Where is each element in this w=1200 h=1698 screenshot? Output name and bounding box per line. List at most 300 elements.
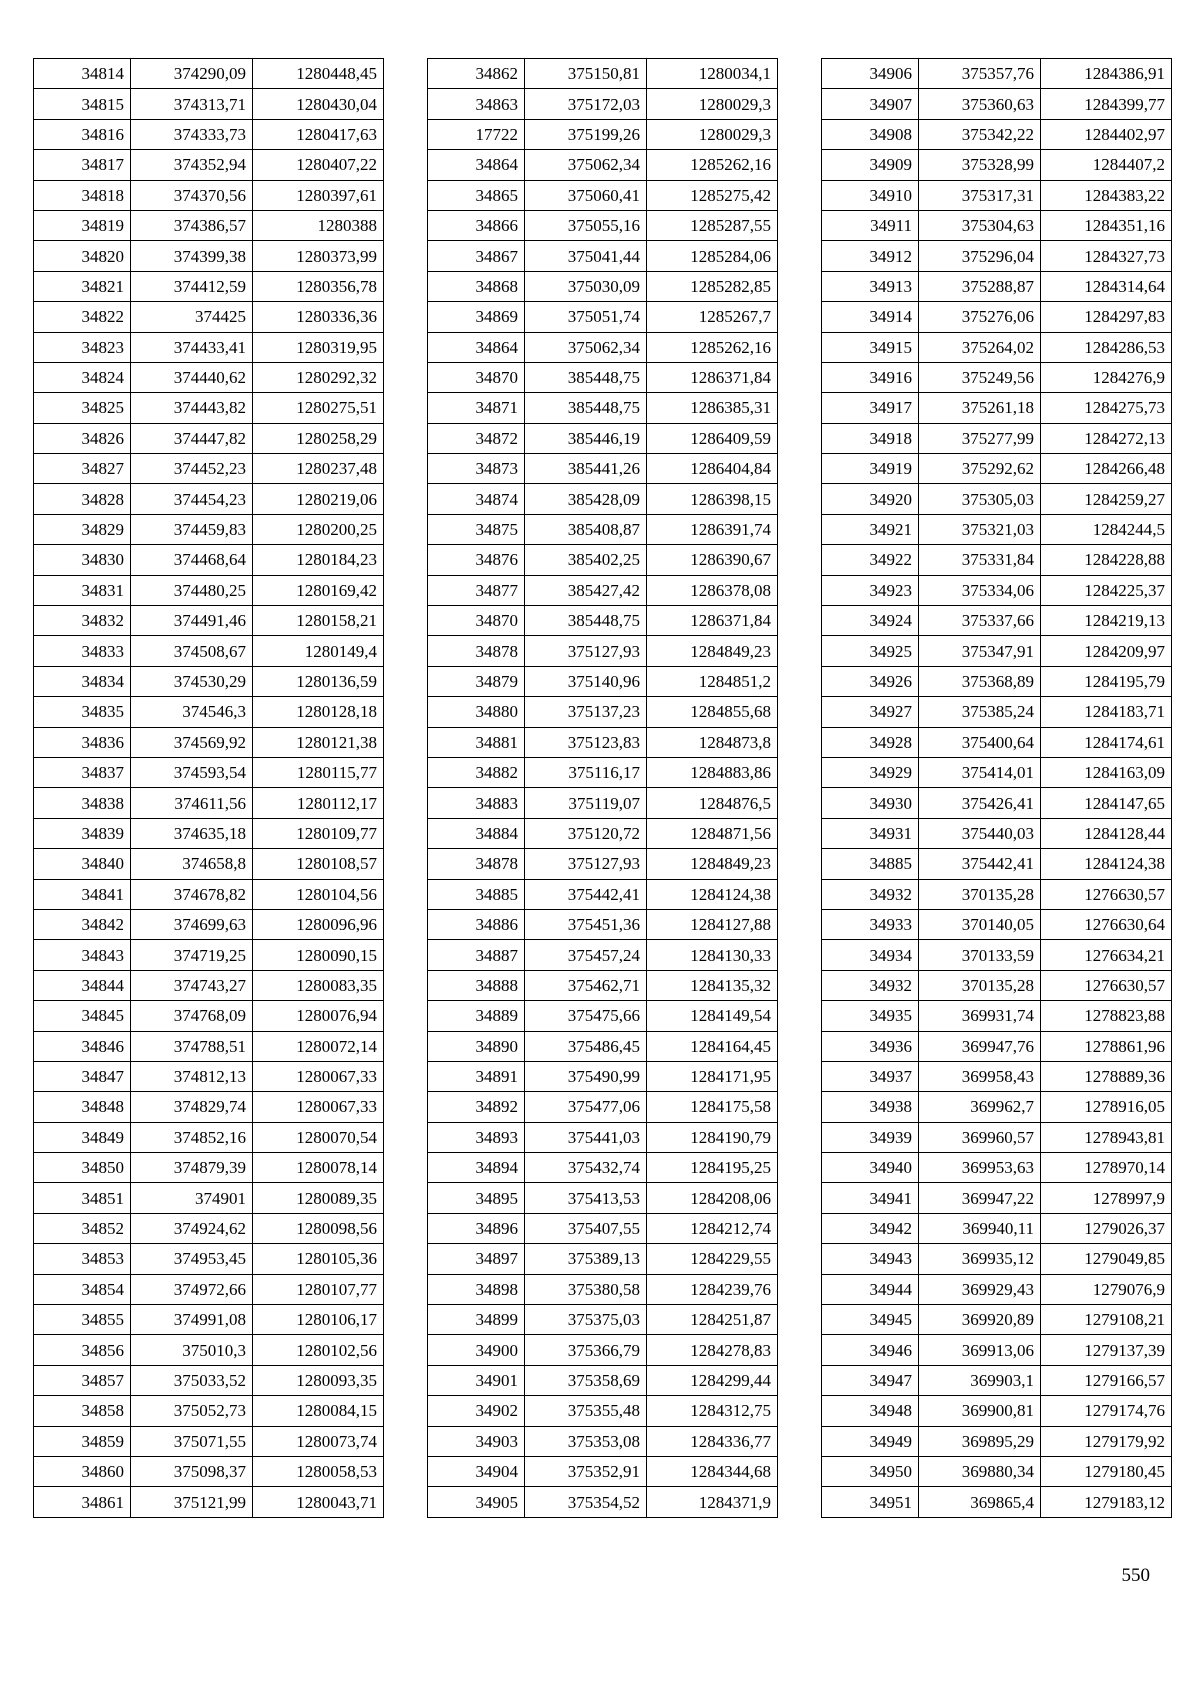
table-row	[822, 788, 1172, 818]
y-coordinate-cell: 1280073,74	[253, 1426, 384, 1456]
y-coordinate-cell: 1284883,86	[647, 757, 778, 787]
point-number-cell: 34856	[34, 1335, 131, 1365]
x-coordinate-cell: 375375,03	[525, 1305, 647, 1335]
y-coordinate-cell: 1286404,84	[647, 454, 778, 484]
x-coordinate-cell: 369947,22	[919, 1183, 1041, 1213]
point-number-cell: 34883	[428, 788, 525, 818]
table-row	[822, 970, 1172, 1000]
y-coordinate-cell: 1284871,56	[647, 818, 778, 848]
y-coordinate-cell: 1286371,84	[647, 606, 778, 636]
table-row	[428, 180, 778, 210]
x-coordinate-cell: 375041,44	[525, 241, 647, 271]
point-number-cell: 34871	[428, 393, 525, 423]
point-number-cell: 34929	[822, 757, 919, 787]
table-row	[428, 1183, 778, 1213]
y-coordinate-cell: 1279180,45	[1041, 1456, 1172, 1486]
table-row	[428, 1061, 778, 1091]
point-number-cell: 34845	[34, 1001, 131, 1031]
x-coordinate-cell: 375288,87	[919, 271, 1041, 301]
point-number-cell: 34816	[34, 119, 131, 149]
x-coordinate-cell: 374290,09	[131, 59, 253, 89]
table-row	[34, 180, 384, 210]
point-number-cell: 34946	[822, 1335, 919, 1365]
y-coordinate-cell: 1284855,68	[647, 697, 778, 727]
point-number-cell: 34862	[428, 59, 525, 89]
y-coordinate-cell: 1284251,87	[647, 1305, 778, 1335]
table-row	[822, 271, 1172, 301]
point-number-cell: 34886	[428, 909, 525, 939]
y-coordinate-cell: 1280067,33	[253, 1061, 384, 1091]
x-coordinate-cell: 375462,71	[525, 970, 647, 1000]
point-number-cell: 34881	[428, 727, 525, 757]
x-coordinate-cell: 375407,55	[525, 1213, 647, 1243]
point-number-cell: 34941	[822, 1183, 919, 1213]
y-coordinate-cell: 1280067,33	[253, 1092, 384, 1122]
x-coordinate-cell: 374611,56	[131, 788, 253, 818]
x-coordinate-cell: 374352,94	[131, 150, 253, 180]
point-number-cell: 34944	[822, 1274, 919, 1304]
y-coordinate-cell: 1279174,76	[1041, 1396, 1172, 1426]
point-number-cell: 34915	[822, 332, 919, 362]
y-coordinate-cell: 1284128,44	[1041, 818, 1172, 848]
x-coordinate-cell: 385446,19	[525, 423, 647, 453]
point-number-cell: 34926	[822, 666, 919, 696]
x-coordinate-cell: 375360,63	[919, 89, 1041, 119]
y-coordinate-cell: 1284299,44	[647, 1365, 778, 1395]
x-coordinate-cell: 374333,73	[131, 119, 253, 149]
y-coordinate-cell: 1284276,9	[1041, 362, 1172, 392]
point-number-cell: 34851	[34, 1183, 131, 1213]
point-number-cell: 34824	[34, 362, 131, 392]
table-row	[428, 59, 778, 89]
point-number-cell: 34928	[822, 727, 919, 757]
table-row	[822, 423, 1172, 453]
y-coordinate-cell: 1280090,15	[253, 940, 384, 970]
point-number-cell: 17722	[428, 119, 525, 149]
table-row	[428, 89, 778, 119]
y-coordinate-cell: 1280107,77	[253, 1274, 384, 1304]
table-row	[428, 1456, 778, 1486]
x-coordinate-cell: 375304,63	[919, 210, 1041, 240]
y-coordinate-cell: 1280104,56	[253, 879, 384, 909]
point-number-cell: 34840	[34, 849, 131, 879]
point-number-cell: 34943	[822, 1244, 919, 1274]
table-row	[428, 757, 778, 787]
table-row	[428, 940, 778, 970]
y-coordinate-cell: 1284183,71	[1041, 697, 1172, 727]
table-row	[428, 970, 778, 1000]
point-number-cell: 34951	[822, 1487, 919, 1517]
table-row	[822, 940, 1172, 970]
point-number-cell: 34938	[822, 1092, 919, 1122]
x-coordinate-cell: 375331,84	[919, 545, 1041, 575]
x-coordinate-cell: 374768,09	[131, 1001, 253, 1031]
table-row	[822, 1456, 1172, 1486]
y-coordinate-cell: 1284402,97	[1041, 119, 1172, 149]
point-number-cell: 34910	[822, 180, 919, 210]
table-row	[34, 362, 384, 392]
point-number-cell: 34849	[34, 1122, 131, 1152]
table-row	[822, 180, 1172, 210]
table-row	[822, 393, 1172, 423]
x-coordinate-cell: 375123,83	[525, 727, 647, 757]
x-coordinate-cell: 374468,64	[131, 545, 253, 575]
point-number-cell: 34932	[822, 879, 919, 909]
x-coordinate-cell: 375414,01	[919, 757, 1041, 787]
table-row	[822, 89, 1172, 119]
table-row	[428, 1335, 778, 1365]
y-coordinate-cell: 1280076,94	[253, 1001, 384, 1031]
y-coordinate-cell: 1280108,57	[253, 849, 384, 879]
x-coordinate-cell: 375366,79	[525, 1335, 647, 1365]
y-coordinate-cell: 1284873,8	[647, 727, 778, 757]
x-coordinate-cell: 375442,41	[919, 849, 1041, 879]
y-coordinate-cell: 1286378,08	[647, 575, 778, 605]
table-row	[34, 119, 384, 149]
point-number-cell: 34850	[34, 1153, 131, 1183]
y-coordinate-cell: 1279179,92	[1041, 1426, 1172, 1456]
x-coordinate-cell: 375030,09	[525, 271, 647, 301]
point-number-cell: 34913	[822, 271, 919, 301]
point-number-cell: 34908	[822, 119, 919, 149]
x-coordinate-cell: 385448,75	[525, 393, 647, 423]
y-coordinate-cell: 1280121,38	[253, 727, 384, 757]
y-coordinate-cell: 1284225,37	[1041, 575, 1172, 605]
point-number-cell: 34836	[34, 727, 131, 757]
x-coordinate-cell: 375277,99	[919, 423, 1041, 453]
x-coordinate-cell: 375475,66	[525, 1001, 647, 1031]
table-row	[34, 210, 384, 240]
point-number-cell: 34897	[428, 1244, 525, 1274]
y-coordinate-cell: 1280096,96	[253, 909, 384, 939]
point-number-cell: 34869	[428, 302, 525, 332]
point-number-cell: 34921	[822, 514, 919, 544]
table-row	[34, 332, 384, 362]
y-coordinate-cell: 1284219,13	[1041, 606, 1172, 636]
y-coordinate-cell: 1285267,7	[647, 302, 778, 332]
x-coordinate-cell: 374924,62	[131, 1213, 253, 1243]
point-number-cell: 34853	[34, 1244, 131, 1274]
y-coordinate-cell: 1278823,88	[1041, 1001, 1172, 1031]
y-coordinate-cell: 1280029,3	[647, 119, 778, 149]
table-row	[34, 1365, 384, 1395]
y-coordinate-cell: 1278916,05	[1041, 1092, 1172, 1122]
table-row	[428, 1031, 778, 1061]
x-coordinate-cell: 375451,36	[525, 909, 647, 939]
table-row	[822, 1122, 1172, 1152]
point-number-cell: 34879	[428, 666, 525, 696]
table-row	[34, 727, 384, 757]
x-coordinate-cell: 375400,64	[919, 727, 1041, 757]
table-row	[822, 727, 1172, 757]
table-row	[822, 909, 1172, 939]
x-coordinate-cell: 375347,91	[919, 636, 1041, 666]
y-coordinate-cell: 1280098,56	[253, 1213, 384, 1243]
point-number-cell: 34925	[822, 636, 919, 666]
table-row	[34, 1426, 384, 1456]
y-coordinate-cell: 1284163,09	[1041, 757, 1172, 787]
y-coordinate-cell: 1280356,78	[253, 271, 384, 301]
point-number-cell: 34918	[822, 423, 919, 453]
y-coordinate-cell: 1284135,32	[647, 970, 778, 1000]
x-coordinate-cell: 369940,11	[919, 1213, 1041, 1243]
x-coordinate-cell: 375477,06	[525, 1092, 647, 1122]
point-number-cell: 34830	[34, 545, 131, 575]
y-coordinate-cell: 1278943,81	[1041, 1122, 1172, 1152]
table-row	[822, 697, 1172, 727]
y-coordinate-cell: 1280407,22	[253, 150, 384, 180]
y-coordinate-cell: 1284275,73	[1041, 393, 1172, 423]
point-number-cell: 34847	[34, 1061, 131, 1091]
y-coordinate-cell: 1280034,1	[647, 59, 778, 89]
x-coordinate-cell: 374491,46	[131, 606, 253, 636]
point-number-cell: 34835	[34, 697, 131, 727]
x-coordinate-cell: 375060,41	[525, 180, 647, 210]
y-coordinate-cell: 1280109,77	[253, 818, 384, 848]
table-row	[428, 606, 778, 636]
y-coordinate-cell: 1284130,33	[647, 940, 778, 970]
x-coordinate-cell: 374569,92	[131, 727, 253, 757]
y-coordinate-cell: 1284212,74	[647, 1213, 778, 1243]
x-coordinate-cell: 369953,63	[919, 1153, 1041, 1183]
x-coordinate-cell: 370135,28	[919, 879, 1041, 909]
table-row	[822, 1244, 1172, 1274]
table-row	[822, 302, 1172, 332]
x-coordinate-cell: 375051,74	[525, 302, 647, 332]
table-row	[428, 1274, 778, 1304]
y-coordinate-cell: 1284244,5	[1041, 514, 1172, 544]
x-coordinate-cell: 369935,12	[919, 1244, 1041, 1274]
point-number-cell: 34924	[822, 606, 919, 636]
x-coordinate-cell: 375342,22	[919, 119, 1041, 149]
x-coordinate-cell: 374699,63	[131, 909, 253, 939]
table-row	[34, 636, 384, 666]
y-coordinate-cell: 1280106,17	[253, 1305, 384, 1335]
table-row	[428, 150, 778, 180]
x-coordinate-cell: 375199,26	[525, 119, 647, 149]
table-row	[34, 575, 384, 605]
y-coordinate-cell: 1280373,99	[253, 241, 384, 271]
point-number-cell: 34831	[34, 575, 131, 605]
y-coordinate-cell: 1284228,88	[1041, 545, 1172, 575]
table-row	[822, 636, 1172, 666]
y-coordinate-cell: 1279049,85	[1041, 1244, 1172, 1274]
x-coordinate-cell: 374635,18	[131, 818, 253, 848]
point-number-cell: 34948	[822, 1396, 919, 1426]
x-coordinate-cell: 374953,45	[131, 1244, 253, 1274]
point-number-cell: 34902	[428, 1396, 525, 1426]
point-number-cell: 34933	[822, 909, 919, 939]
point-number-cell: 34872	[428, 423, 525, 453]
y-coordinate-cell: 1278889,36	[1041, 1061, 1172, 1091]
y-coordinate-cell: 1286391,74	[647, 514, 778, 544]
table-row	[428, 241, 778, 271]
x-coordinate-cell: 375385,24	[919, 697, 1041, 727]
y-coordinate-cell: 1280448,45	[253, 59, 384, 89]
table-row	[428, 1365, 778, 1395]
table-row	[34, 1305, 384, 1335]
table-row	[34, 89, 384, 119]
point-number-cell: 34914	[822, 302, 919, 332]
coordinate-table-3	[821, 58, 1172, 1518]
point-number-cell: 34825	[34, 393, 131, 423]
point-number-cell: 34863	[428, 89, 525, 119]
x-coordinate-cell: 375321,03	[919, 514, 1041, 544]
table-row	[428, 210, 778, 240]
table-row	[428, 1426, 778, 1456]
x-coordinate-cell: 374425	[131, 302, 253, 332]
x-coordinate-cell: 375389,13	[525, 1244, 647, 1274]
y-coordinate-cell: 1280105,36	[253, 1244, 384, 1274]
table-row	[34, 59, 384, 89]
y-coordinate-cell: 1284849,23	[647, 636, 778, 666]
table-row	[34, 545, 384, 575]
table-row	[34, 879, 384, 909]
table-row	[822, 1365, 1172, 1395]
y-coordinate-cell: 1280237,48	[253, 454, 384, 484]
x-coordinate-cell: 375127,93	[525, 636, 647, 666]
x-coordinate-cell: 369931,74	[919, 1001, 1041, 1031]
y-coordinate-cell: 1280072,14	[253, 1031, 384, 1061]
point-number-cell: 34885	[822, 849, 919, 879]
y-coordinate-cell: 1280417,63	[253, 119, 384, 149]
table-row	[34, 1001, 384, 1031]
table-row	[822, 150, 1172, 180]
table-row	[34, 1335, 384, 1365]
x-coordinate-cell: 374454,23	[131, 484, 253, 514]
point-number-cell: 34875	[428, 514, 525, 544]
x-coordinate-cell: 369900,81	[919, 1396, 1041, 1426]
table-row	[428, 393, 778, 423]
x-coordinate-cell: 369865,4	[919, 1487, 1041, 1517]
table-row	[822, 454, 1172, 484]
table-row	[822, 545, 1172, 575]
point-number-cell: 34945	[822, 1305, 919, 1335]
y-coordinate-cell: 1280115,77	[253, 757, 384, 787]
point-number-cell: 34864	[428, 150, 525, 180]
table-row	[822, 1001, 1172, 1031]
point-number-cell: 34829	[34, 514, 131, 544]
point-number-cell: 34866	[428, 210, 525, 240]
y-coordinate-cell: 1284336,77	[647, 1426, 778, 1456]
x-coordinate-cell: 385448,75	[525, 362, 647, 392]
table-row	[822, 210, 1172, 240]
x-coordinate-cell: 374399,38	[131, 241, 253, 271]
point-number-cell: 34870	[428, 362, 525, 392]
table-row	[822, 484, 1172, 514]
point-number-cell: 34837	[34, 757, 131, 787]
table-row	[822, 879, 1172, 909]
y-coordinate-cell: 1284386,91	[1041, 59, 1172, 89]
y-coordinate-cell: 1279108,21	[1041, 1305, 1172, 1335]
y-coordinate-cell: 1280089,35	[253, 1183, 384, 1213]
y-coordinate-cell: 1284278,83	[647, 1335, 778, 1365]
point-number-cell: 34890	[428, 1031, 525, 1061]
y-coordinate-cell: 1278861,96	[1041, 1031, 1172, 1061]
point-number-cell: 34844	[34, 970, 131, 1000]
point-number-cell: 34900	[428, 1335, 525, 1365]
x-coordinate-cell: 375172,03	[525, 89, 647, 119]
x-coordinate-cell: 375352,91	[525, 1456, 647, 1486]
point-number-cell: 34867	[428, 241, 525, 271]
point-number-cell: 34864	[428, 332, 525, 362]
point-number-cell: 34931	[822, 818, 919, 848]
x-coordinate-cell: 385428,09	[525, 484, 647, 514]
y-coordinate-cell: 1286398,15	[647, 484, 778, 514]
point-number-cell: 34934	[822, 940, 919, 970]
x-coordinate-cell: 374678,82	[131, 879, 253, 909]
table-row	[34, 1153, 384, 1183]
y-coordinate-cell: 1284312,75	[647, 1396, 778, 1426]
y-coordinate-cell: 1279076,9	[1041, 1274, 1172, 1304]
table-row	[428, 879, 778, 909]
point-number-cell: 34893	[428, 1122, 525, 1152]
point-number-cell: 34880	[428, 697, 525, 727]
x-coordinate-cell: 375442,41	[525, 879, 647, 909]
y-coordinate-cell: 1284195,25	[647, 1153, 778, 1183]
table-row	[822, 575, 1172, 605]
point-number-cell: 34865	[428, 180, 525, 210]
y-coordinate-cell: 1278970,14	[1041, 1153, 1172, 1183]
point-number-cell: 34903	[428, 1426, 525, 1456]
x-coordinate-cell: 375098,37	[131, 1456, 253, 1486]
point-number-cell: 34842	[34, 909, 131, 939]
table-row	[34, 1487, 384, 1517]
point-number-cell: 34832	[34, 606, 131, 636]
x-coordinate-cell: 385402,25	[525, 545, 647, 575]
y-coordinate-cell: 1280093,35	[253, 1365, 384, 1395]
table-row	[34, 909, 384, 939]
point-number-cell: 34892	[428, 1092, 525, 1122]
y-coordinate-cell: 1285262,16	[647, 150, 778, 180]
table-row	[34, 1244, 384, 1274]
y-coordinate-cell: 1280397,61	[253, 180, 384, 210]
point-number-cell: 34834	[34, 666, 131, 696]
table-row	[34, 1183, 384, 1213]
table-row	[34, 1396, 384, 1426]
point-number-cell: 34917	[822, 393, 919, 423]
coordinate-tables	[33, 58, 1172, 1518]
table-row	[428, 302, 778, 332]
y-coordinate-cell: 1284175,58	[647, 1092, 778, 1122]
x-coordinate-cell: 375062,34	[525, 150, 647, 180]
table-row	[34, 1122, 384, 1152]
y-coordinate-cell: 1280058,53	[253, 1456, 384, 1486]
table-row	[428, 1092, 778, 1122]
point-number-cell: 34843	[34, 940, 131, 970]
point-number-cell: 34826	[34, 423, 131, 453]
table-row	[428, 697, 778, 727]
x-coordinate-cell: 375249,56	[919, 362, 1041, 392]
x-coordinate-cell: 374447,82	[131, 423, 253, 453]
x-coordinate-cell: 369903,1	[919, 1365, 1041, 1395]
table-row	[34, 940, 384, 970]
point-number-cell: 34885	[428, 879, 525, 909]
point-number-cell: 34874	[428, 484, 525, 514]
point-number-cell: 34901	[428, 1365, 525, 1395]
table-row	[428, 484, 778, 514]
table-row	[34, 271, 384, 301]
point-number-cell: 34876	[428, 545, 525, 575]
point-number-cell: 34823	[34, 332, 131, 362]
point-number-cell: 34822	[34, 302, 131, 332]
table-row	[34, 1274, 384, 1304]
x-coordinate-cell: 375052,73	[131, 1396, 253, 1426]
y-coordinate-cell: 1284327,73	[1041, 241, 1172, 271]
table-row	[822, 332, 1172, 362]
table-row	[822, 59, 1172, 89]
x-coordinate-cell: 370135,28	[919, 970, 1041, 1000]
